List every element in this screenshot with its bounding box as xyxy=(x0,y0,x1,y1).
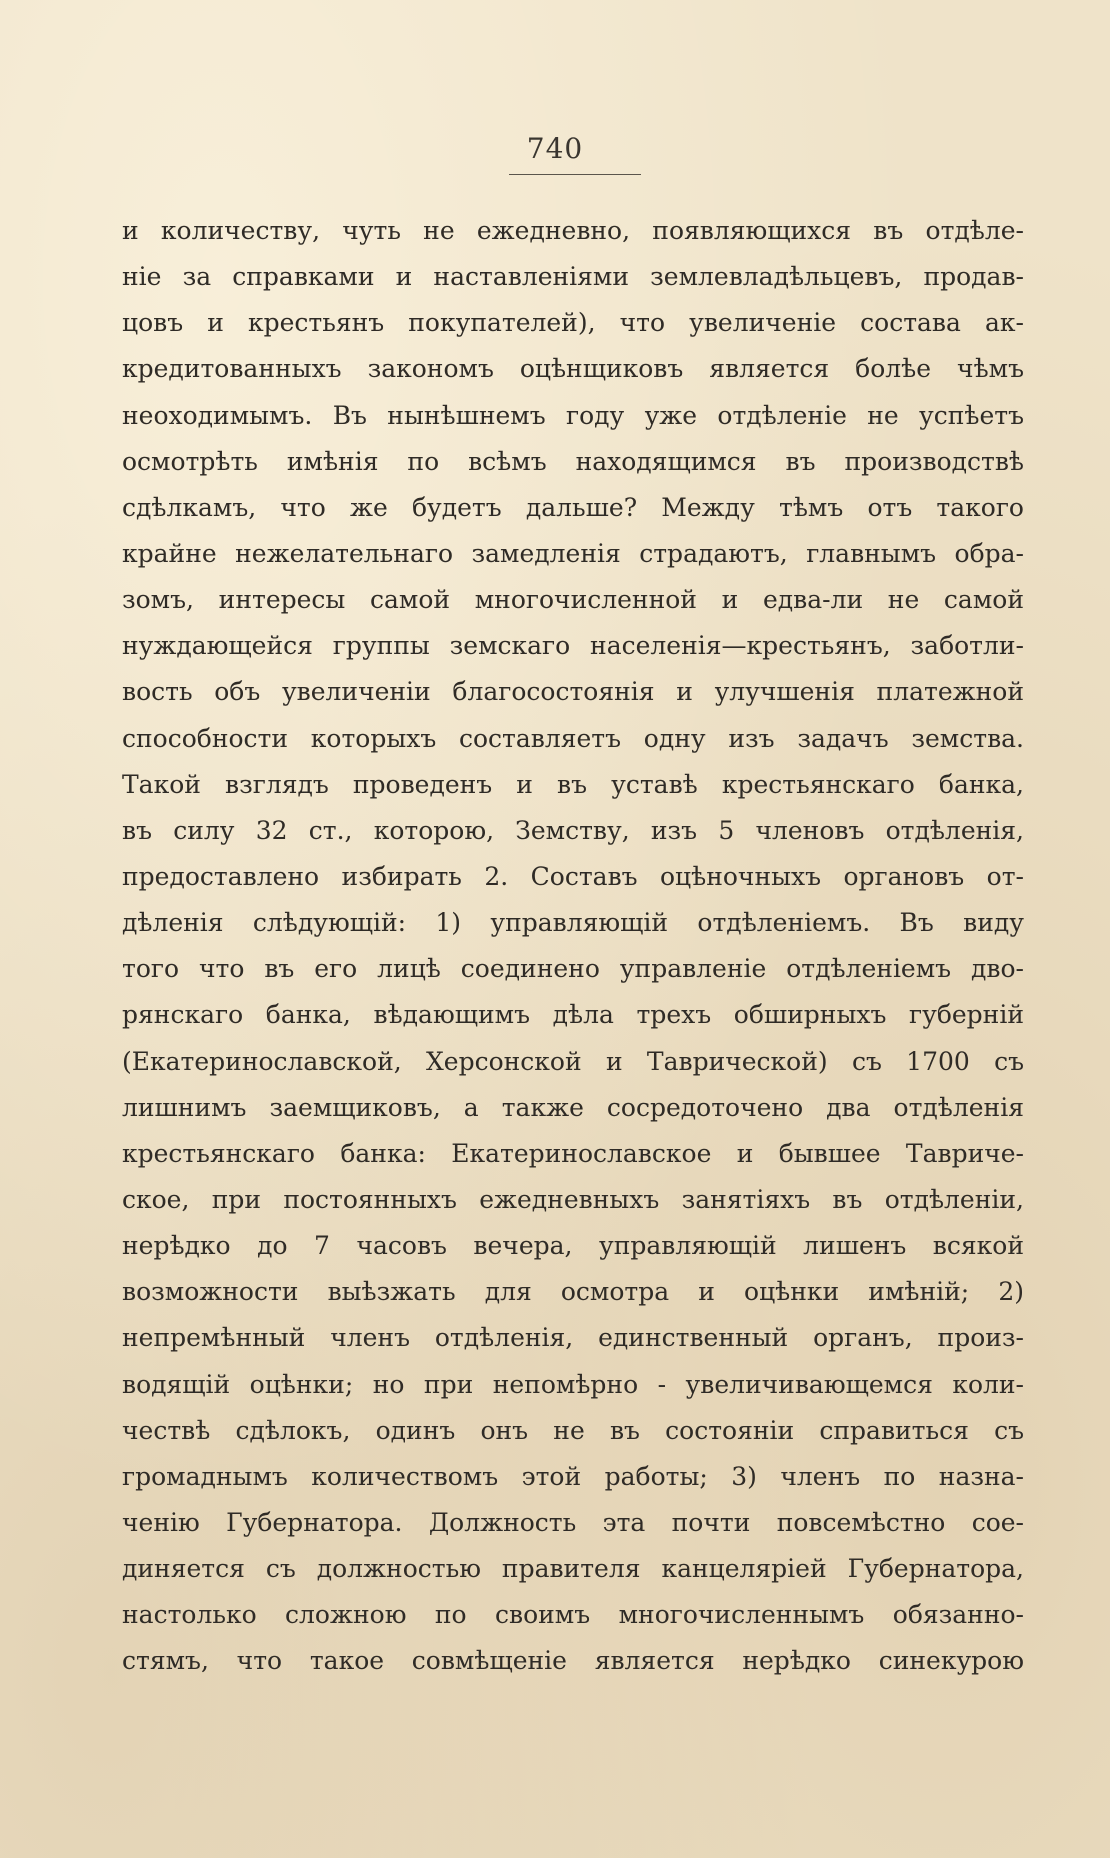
text-line: ченію Губернатора. Должность эта почти повсемѣстно сое- xyxy=(122,1507,1024,1537)
text-line: зомъ, интересы самой многочисленной и едва-ли не самой xyxy=(122,585,1024,615)
text-line: лишнимъ заемщиковъ, а также сосредоточено два отдѣленія xyxy=(122,1092,1024,1122)
text-line: Такой взглядъ проведенъ и въ уставѣ крестьянскаго банка, xyxy=(122,769,1024,799)
text-line: возможности выѣзжать для осмотра и оцѣнки имѣній; 2) xyxy=(122,1277,1024,1307)
text-line: ніе за справками и наставленіями землевладѣльцевъ, продав- xyxy=(122,262,1024,292)
header-rule xyxy=(509,174,641,175)
text-line: крайне нежелательнаго замедленія страдаютъ, главнымъ обра- xyxy=(122,538,1024,568)
text-line: цовъ и крестьянъ покупателей), что увеличеніе состава ак- xyxy=(122,308,1024,338)
text-line: водящій оцѣнки; но при непомѣрно - увеличивающемся коли- xyxy=(122,1369,1024,1399)
text-line: диняется съ должностью правителя канцеляріей Губернатора, xyxy=(122,1554,1024,1584)
text-line: неоходимымъ. Въ нынѣшнемъ году уже отдѣленіе не успѣетъ xyxy=(122,400,1024,430)
text-line: въ силу 32 ст., которою, Земству, изъ 5 членовъ отдѣленія, xyxy=(122,815,1024,845)
text-line: нерѣдко до 7 часовъ вечера, управляющій лишенъ всякой xyxy=(122,1231,1024,1261)
body-text xyxy=(122,208,1024,1685)
text-line: стямъ, что такое совмѣщеніе является нерѣдко синекурою xyxy=(122,1646,1024,1676)
text-line: непремѣнный членъ отдѣленія, единственный органъ, произ- xyxy=(122,1323,1024,1353)
text-line: того что въ его лицѣ соединено управленіе отдѣленіемъ дво- xyxy=(122,954,1024,984)
text-line: громаднымъ количествомъ этой работы; 3) членъ по назна- xyxy=(122,1461,1024,1491)
text-line: ское, при постоянныхъ ежедневныхъ занятіяхъ въ отдѣленіи, xyxy=(122,1184,1024,1214)
text-line: дѣленія слѣдующій: 1) управляющій отдѣленіемъ. Въ виду xyxy=(122,908,1024,938)
text-line: рянскаго банка, вѣдающимъ дѣла трехъ обширныхъ губерній xyxy=(122,1000,1024,1030)
text-line: чествѣ сдѣлокъ, одинъ онъ не въ состояніи справиться съ xyxy=(122,1415,1024,1445)
text-line: сдѣлкамъ, что же будетъ дальше? Между тѣмъ отъ такого xyxy=(122,492,1024,522)
text-line: настолько сложною по своимъ многочисленнымъ обязанно- xyxy=(122,1600,1024,1630)
text-line: нуждающейся группы земскаго населенія—крестьянъ, заботли- xyxy=(122,631,1024,661)
text-line: вость объ увеличеніи благосостоянія и улучшенія платежной xyxy=(122,677,1024,707)
text-line: крестьянскаго банка: Екатеринославское и бывшее Тавриче- xyxy=(122,1138,1024,1168)
page-number: 740 xyxy=(526,132,584,165)
text-line: осмотрѣть имѣнія по всѣмъ находящимся въ производствѣ xyxy=(122,446,1024,476)
text-line: (Екатеринославской, Херсонской и Таврической) съ 1700 съ xyxy=(122,1046,1024,1076)
text-line: кредитованныхъ закономъ оцѣнщиковъ является болѣе чѣмъ xyxy=(122,354,1024,384)
text-line: способности которыхъ составляетъ одну изъ задачъ земства. xyxy=(122,723,1024,753)
text-line: предоставлено избирать 2. Составъ оцѣночныхъ органовъ от- xyxy=(122,861,1024,891)
text-line: и количеству, чуть не ежедневно, появляющихся въ отдѣле- xyxy=(122,216,1024,245)
